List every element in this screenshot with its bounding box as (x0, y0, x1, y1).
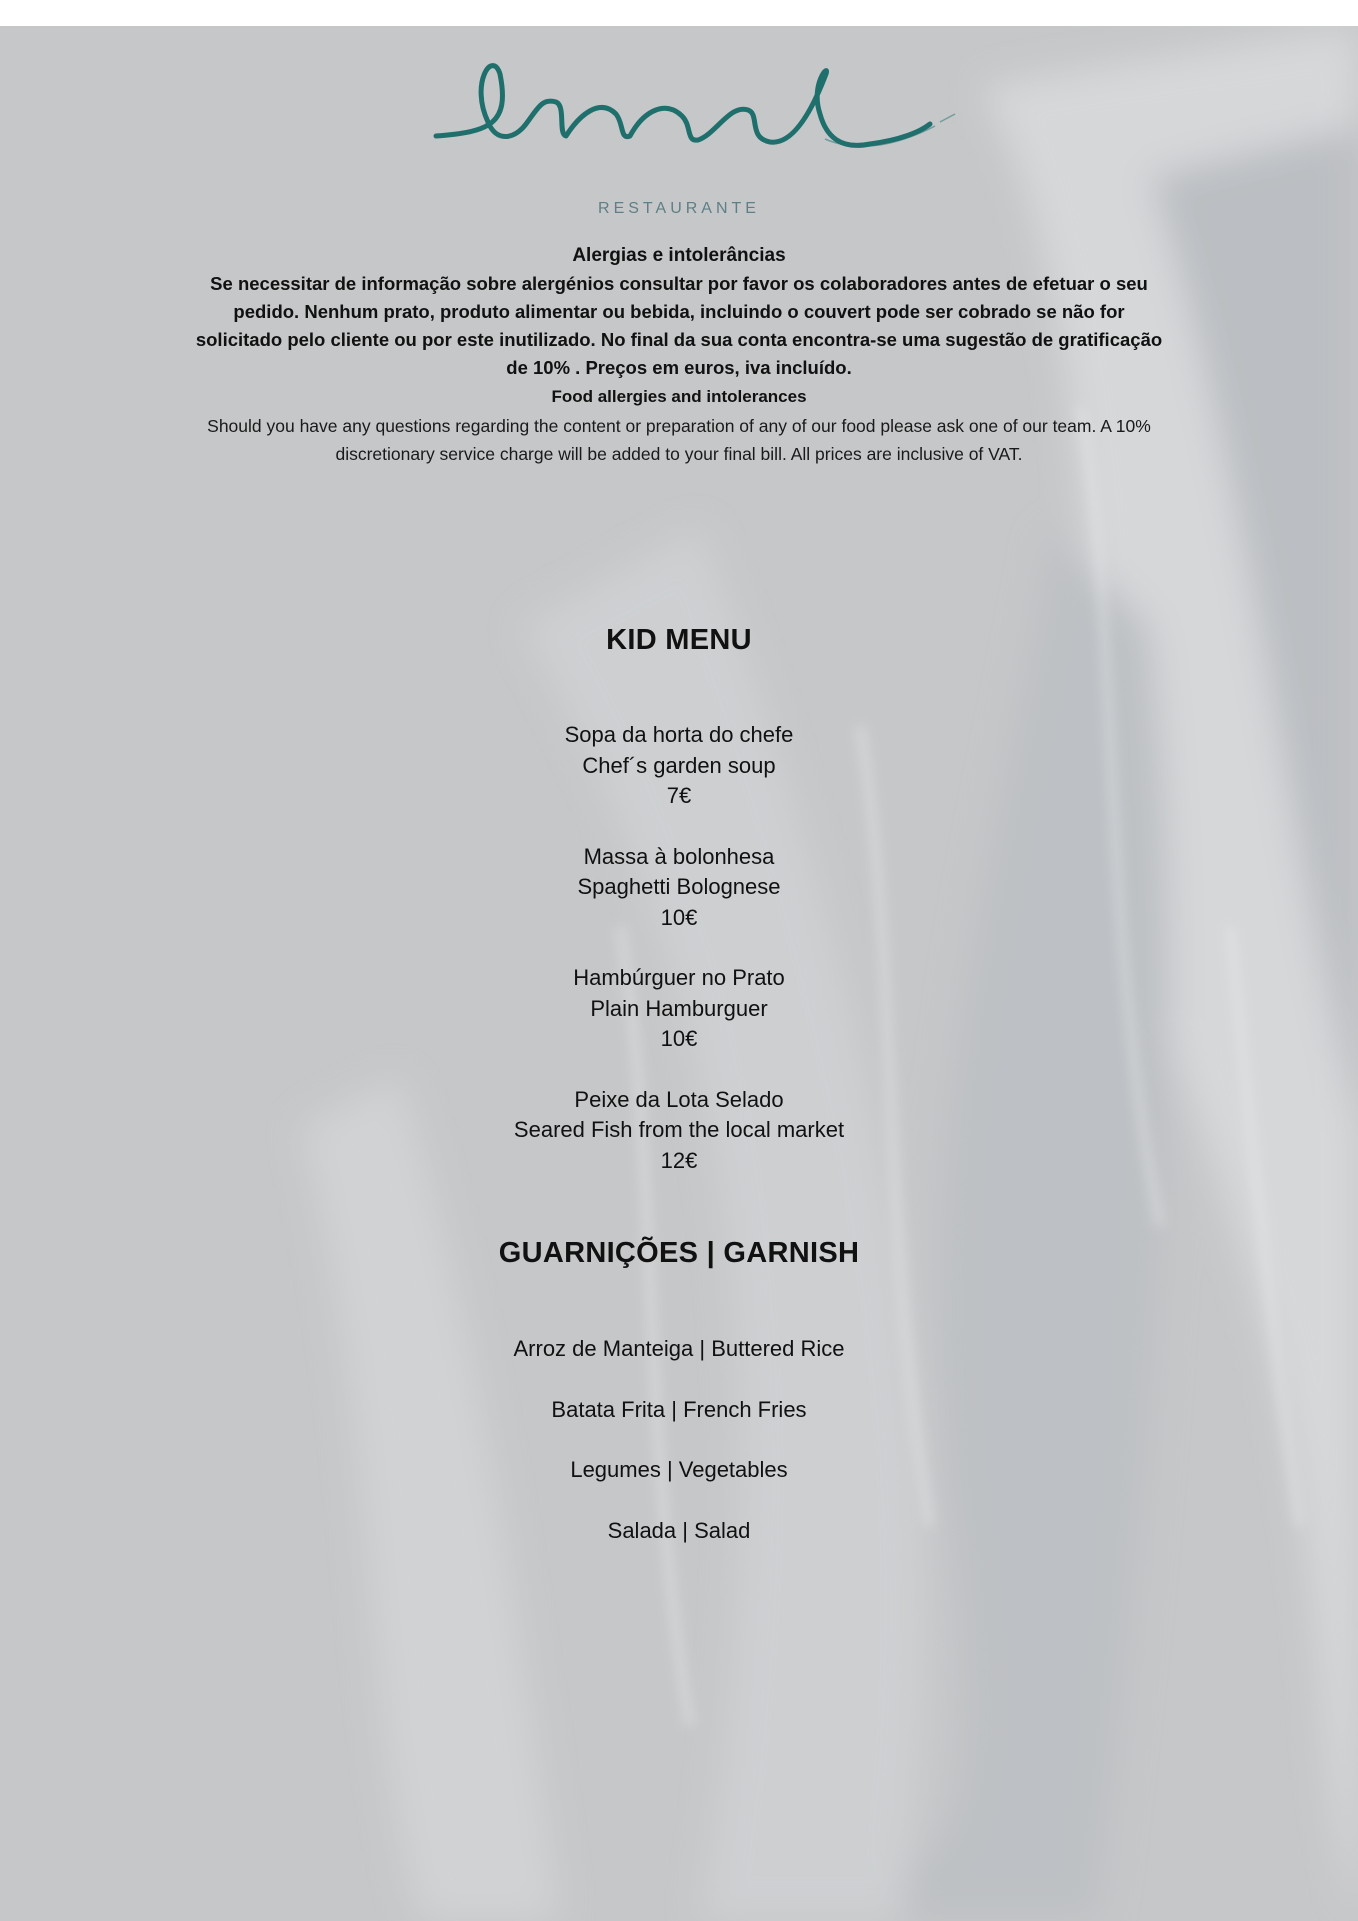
garnish-list (0, 1334, 1358, 1576)
allergy-title-pt: Alergias e intolerâncias (572, 245, 786, 266)
menu-item-name-en: Spaghetti Bolognese (577, 874, 781, 899)
menu-page (0, 26, 1358, 1921)
menu-item-price: 12€ (660, 1147, 698, 1173)
restaurant-subtitle: RESTAURANTE (598, 200, 760, 217)
garnish-title: GUARNIÇÕES | GARNISH (498, 1237, 860, 1269)
kid-menu-list (0, 720, 1358, 1206)
menu-item (0, 1085, 1358, 1177)
garnish-item: Arroz de Manteiga | Buttered Rice (513, 1336, 845, 1361)
menu-item-name-en: Chef´s garden soup (582, 752, 776, 778)
menu-item-name-pt: Peixe da Lota Selado (574, 1086, 784, 1112)
menu-item-price: 7€ (666, 783, 692, 808)
menu-item-price: 10€ (660, 904, 698, 930)
garnish-item: Legumes | Vegetables (570, 1457, 788, 1482)
lume-logo (430, 44, 1010, 164)
allergy-title-en: Food allergies and intolerances (551, 387, 807, 406)
menu-item-name-pt: Sopa da horta do chefe (564, 722, 794, 747)
menu-item-name-pt: Massa à bolonhesa (583, 843, 775, 869)
allergy-notice (195, 242, 1163, 468)
menu-item-price: 10€ (660, 1026, 698, 1051)
allergy-text-pt: Se necessitar de informação sobre alergénios consultar por favor os colaboradores antes de efetuar o seu pedido. Nenhum prato, produto alimentar ou bebida, incluindo o couvert pode ser cobrado se não for solicitado pelo cliente ou por este inutilizado. No final da sua conta encontra-se uma sugestão de gratificação de 10% . Preços em euros, iva incluído. (195, 273, 1163, 378)
allergy-text-en: Should you have any questions regarding the content or preparation of any of our food please ask one of our team. A 10% discretionary service charge will be added to your final bill. All prices are inclusive of VAT. (207, 416, 1151, 464)
menu-item-name-pt: Hambúrguer no Prato (573, 965, 785, 990)
garnish-item: Batata Frita | French Fries (551, 1396, 807, 1422)
kid-menu-title: KID MENU (606, 624, 752, 656)
menu-item-name-en: Seared Fish from the local market (513, 1117, 845, 1142)
garnish-item: Salada | Salad (607, 1517, 751, 1543)
menu-item (0, 720, 1358, 812)
menu-item (0, 963, 1358, 1055)
menu-item (0, 842, 1358, 934)
menu-item-name-en: Plain Hamburguer (590, 995, 768, 1021)
